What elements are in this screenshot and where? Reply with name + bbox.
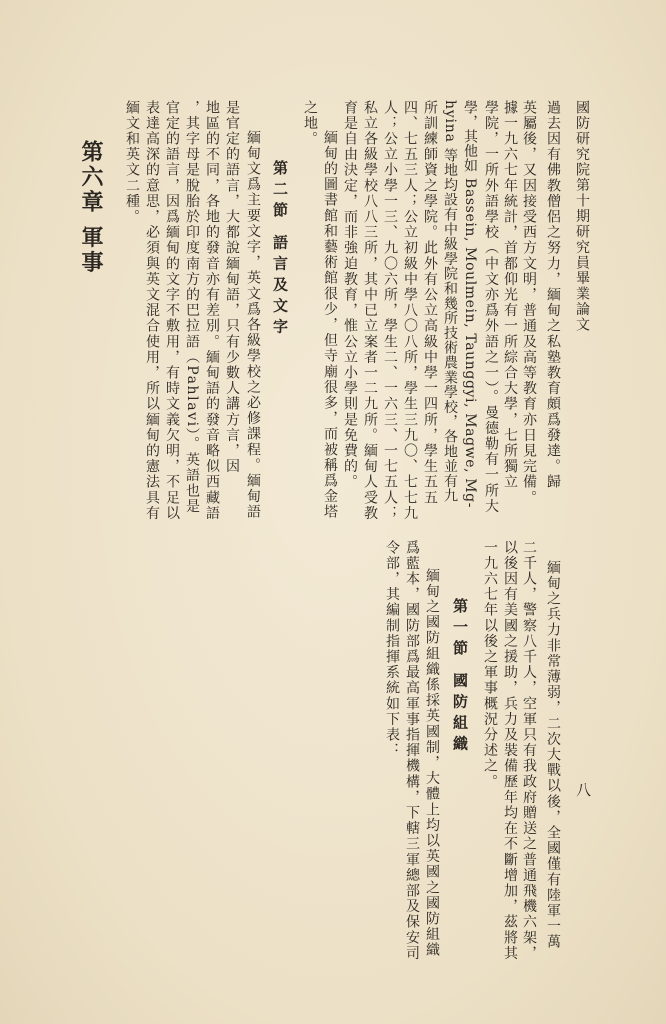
paragraph-line: 學，其他如 Bassein, Moulmein, Taunggyi, Magwe, Mg-	[462, 100, 478, 509]
paragraph-line: 育是自由決定，而非強迫教育，惟公立小學則是免費的。	[342, 100, 358, 490]
paragraph-line: 緬甸的圖書館和藝術館很少，但寺廟很多，而被稱爲金塔	[322, 130, 338, 520]
paragraph-line: 地區的不同，各地的發音亦有差別。緬甸語的發音略似西藏語	[204, 100, 220, 522]
paragraph-line: 一九六七年以後之軍事概況分述之。	[482, 540, 498, 790]
paragraph-line: 是官定的語言，大都說緬甸語，只有少數人講方言，因	[224, 100, 240, 475]
paragraph-line: 英屬後，又因接受西方文明，普通及高等教育亦日見完備。	[521, 100, 537, 506]
paragraph-line: 表達高深的意思，必須與英文混合使用，所以緬甸的憲法具有	[144, 100, 160, 522]
paragraph-line: 之地。	[302, 100, 318, 147]
paragraph-line: 緬文和英文二種。	[124, 100, 140, 225]
paragraph-line: 學院，一所外語學校（中文亦爲外語之一）。曼德勒有一所大	[483, 100, 499, 515]
paragraph-line: 私立各級學校八八三所，其中已立案者一二九所。緬甸人受教	[362, 100, 378, 522]
paragraph-line: 以後因有美國之援助，兵力及裝備歷年均在不斷增加，茲將其	[502, 540, 518, 962]
section-heading-language: 第二節 語言及文字	[271, 160, 289, 340]
paragraph-line: hyina 等地均設有中級學院和幾所技術農業學校，各地並有九	[442, 100, 458, 504]
chapter-heading-military: 第六章 軍事	[78, 140, 104, 276]
paragraph-line: 令部，其編制指揮系統如下表：	[384, 540, 400, 759]
paragraph-line: 緬甸之兵力非常薄弱，二次大戰以後，全國僅有陸軍一萬	[545, 560, 561, 950]
page-number: 八	[574, 782, 592, 797]
paragraph-line: 緬甸之國防組織係採英國制，大體上均以英國之國防組織	[424, 568, 440, 958]
paragraph-line: 官定的語言，因爲緬甸的文字不敷用，有時文義欠明，不足以	[164, 100, 180, 522]
paragraph-line: 據一九六七年統計，首都仰光有一所綜合大學，七所獨立	[502, 100, 518, 490]
paragraph-line: 過去因有佛教僧侶之努力，緬甸之私塾教育頗爲發達。歸	[545, 100, 561, 490]
paragraph-line: 二千人，警察八千人，空軍只有我政府贈送之普通飛機六架，	[521, 540, 537, 962]
section-heading-defense-organization: 第一節 國防組織	[451, 598, 469, 757]
paragraph-line: 人；公立小學一三、九〇六所，學生二、一六三、一七五人；	[382, 100, 398, 522]
paragraph-line: 所訓練師資之學院。此外有公立高級中學一四所，學生五五	[422, 100, 438, 506]
paragraph-line: 四、七五三人；公立初級中學八〇八所，學生三九〇、七七九	[402, 100, 418, 522]
paragraph-line: ，其字母是脫胎於印度南方的巴拉語（Pahlavi）。英語也是	[184, 100, 200, 515]
document-header-title: 國防研究院第十期研究員畢業論文	[574, 100, 590, 333]
paragraph-line: 爲藍本，國防部爲最高軍事指揮機構，下轄三軍總部及保安司	[404, 540, 420, 962]
paragraph-line: 緬甸文爲主要文字，英文爲各級學校之必修課程。緬甸語	[245, 130, 261, 520]
